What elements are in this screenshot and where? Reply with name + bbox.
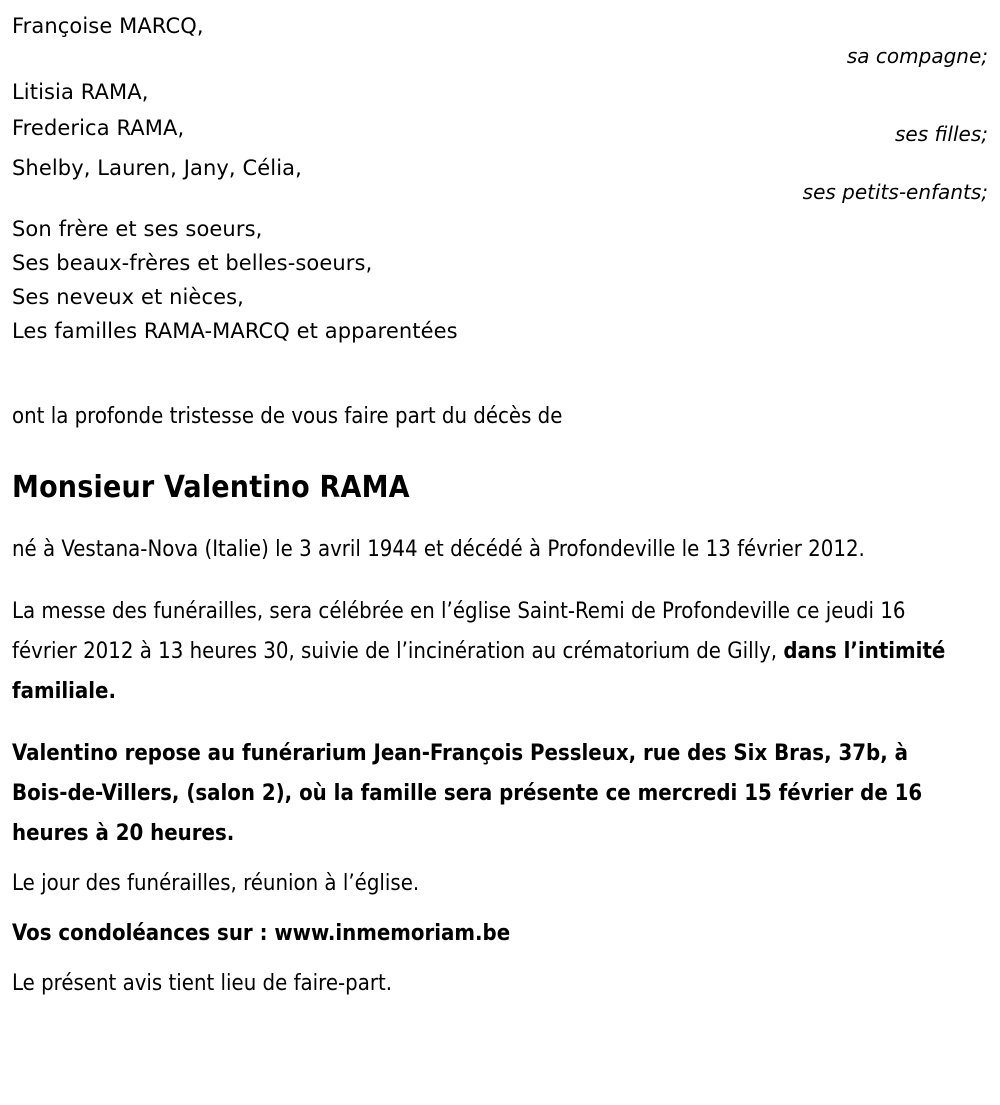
funeral-paragraph	[12, 592, 952, 712]
family-line: Les familles RAMA-MARCQ et apparentées	[12, 319, 458, 343]
relation-label-petits-enfants: ses petits-enfants;	[802, 180, 988, 204]
survivors-section	[12, 0, 988, 212]
birth-death-paragraph: né à Vestana-Nova (Italie) le 3 avril 1944 et décédé à Profondeville le 13 février 2012.	[12, 537, 865, 562]
survivor-name: Shelby, Lauren, Jany, Célia,	[12, 156, 302, 180]
family-line: Son frère et ses soeurs,	[12, 217, 263, 241]
survivor-group-filles	[12, 74, 988, 150]
survivor-group-petits-enfants	[12, 150, 988, 212]
survivor-names	[12, 8, 988, 44]
relation-label-filles: ses filles;	[895, 122, 988, 146]
survivor-name: Françoise MARCQ,	[12, 14, 204, 38]
funerarium-paragraph: Valentino repose au funérarium Jean-François Pessleux, rue des Six Bras, 37b, à Bois-de-Villers, (salon 2), où la famille sera présente ce mercredi 15 février de 16 heures à 20 heures.	[12, 741, 923, 846]
funeral-intimate-note: dans l’intimité familiale.	[12, 639, 946, 704]
family-line: Ses beaux-frères et belles-soeurs,	[12, 251, 373, 275]
relation-label-compagne: sa compagne;	[846, 44, 988, 68]
condolences-paragraph: Vos condoléances sur : www.inmemoriam.be	[12, 921, 511, 946]
reunion-paragraph: Le jour des funérailles, réunion à l’église.	[12, 871, 420, 896]
survivor-names	[12, 74, 988, 146]
survivor-name: Frederica RAMA,	[12, 116, 185, 140]
body-block	[12, 530, 952, 1004]
survivor-name: Litisia RAMA,	[12, 80, 149, 104]
announcement-text: ont la profonde tristesse de vous faire part du décès de	[12, 404, 563, 429]
deceased-name-heading: Monsieur Valentino RAMA	[12, 470, 410, 505]
family-list	[12, 212, 988, 348]
survivor-group-compagne	[12, 8, 988, 74]
closing-paragraph: Le présent avis tient lieu de faire-part.	[12, 971, 393, 996]
funeral-text: La messe des funérailles, sera célébrée en l’église Saint-Remi de Profondeville ce jeudi 16 février 2012 à 13 heures 30, suivie de l’incinération au crématorium de Gilly,	[12, 599, 906, 664]
family-line: Ses neveux et nièces,	[12, 285, 244, 309]
